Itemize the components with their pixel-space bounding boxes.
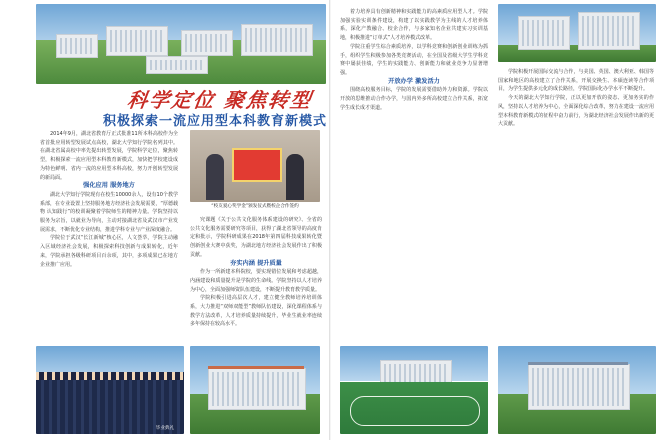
right-column-2 [498, 68, 654, 129]
campus-building-photo [190, 346, 320, 434]
photo-caption: 毕业典礼 [155, 426, 175, 431]
paragraph: 学院注重学生综合素质培养，以学科竞赛和创新创业训练为抓手，组织学生积极参加各类竞赛活动，在全国及省级大学生学科竞赛中屡获佳绩，学生的实践能力、创新能力和就业竞争力显著增强。 [340, 43, 488, 76]
campus-aerial-photo [36, 4, 326, 84]
paragraph: 学院积极引进高层次人才，建立健全教师培养培训体系，大力推进“双师双能型”教师队伍建设，深化课程体系与教学方法改革，人才培养质量持续提升，毕业生就业率连续多年保持在较高水平。 [190, 295, 322, 328]
section-heading: 强化应用 服务地方 [83, 182, 135, 190]
graduation-ceremony-photo [36, 346, 184, 434]
left-column-1 [40, 130, 178, 269]
section-heading: 开放办学 激发活力 [388, 77, 440, 85]
paragraph: 究课题《关于公共文化服务体系建设的研究》、全省的公共文化服务需要研究等项目，获得了湖北省领导的高度肯定和批示，学院科研成果在2018年第四届科技成果转化暨创新创业大赛中获奖，为湖北地方经济社会发展作出了积极贡献。 [190, 217, 322, 258]
section-heading: 夯实内涵 提升质量 [230, 259, 282, 267]
photo-caption: “校友爱心奖学金”颁发仪式暨校企合作签约 [211, 204, 299, 209]
paragraph: 今天的湖北大学知行学院，正以更加开放的姿态、更加务实的作风，坚持以人才培养为中心，全面深化综合改革，努力在建设一流应用型本科教育新模式的征程中奋力前行，为湖北经济社会发展作出新的更大贡献。 [498, 95, 654, 128]
award-ceremony-photo [190, 130, 320, 202]
page-fold [329, 0, 331, 440]
sports-field-photo [340, 346, 488, 434]
calligraphy-title: 科学定位 聚焦转型 [125, 88, 314, 112]
paragraph: 学院位于武汉“长江新城”核心区，人文荟萃，学院主动融入区域经济社会发展，积极探索科技创新与成果转化，近年来，学院承担各级科研项目百余项，其中，多项成果已在地方企业推广应用。 [40, 235, 178, 268]
paragraph: 2014年9月，湖北省教育厅正式批准11所本科高校作为全省首批应用转型发展试点高校，湖北大学知行学院名列其中。在湖北省属高校中率先提出转型发展，学院科学定位，聚焦转型，积极探索一流应用型本科教育新模式，加快把学校建设成为特色鲜明、省内一流的应用型本科高校，努力开创转型发展的新局面。 [40, 131, 178, 181]
paragraph: 学院积极开展国际交流与合作，与美国、英国、澳大利亚、韩国等国家和地区的高校建立了合作关系，开展交换生、本硕连读等合作项目，为学生提供多元化的成长路径，学院国际化办学水平不断提升。 [498, 69, 654, 93]
paragraph: 作为一所新建本科院校，要实现错位发展和考虑超越，内涵建设和质量提升是学院的生命线。学院坚持以人才培养为中心，全面加强师资队伍建设，不断提升教育教学质量。 [190, 269, 322, 293]
paragraph: 围绕高校服务目标，学院的发展需要借助外力和资源。学院以开放的思维推动合作办学，与国内外多所高校建立合作关系，拓宽学生成长成才渠道。 [340, 87, 488, 111]
campus-skyline-photo [498, 4, 656, 62]
article-title: 积极探索一流应用型本科教育新模式 [102, 114, 327, 129]
right-column-1 [340, 8, 488, 112]
paragraph: 湖北大学知行学院现有在校生10000余人，设有10个教学系部，在专业设置上坚持服务地方经济社会发展需要，“厚德载物 认知践行”的校训凝聚着学院师生的精神力量。学院坚持以服务为宗旨，以就业为导向，主动对接湖北省及武汉市产业发展需求，不断优化专业结构，推进学科专业与产业深度融合。 [40, 191, 178, 233]
left-column-2 [190, 216, 322, 329]
campus-gate-photo [498, 346, 656, 434]
paragraph: 着力培养具有创新精神和实践能力的高素质应用型人才。学院加强实验实训条件建设，构建了以实践教学为主线的人才培养体系，深化产教融合、校企合作，与多家知名企业共建实习实训基地，积极推进“订单式”人才培养模式改革。 [340, 9, 488, 42]
